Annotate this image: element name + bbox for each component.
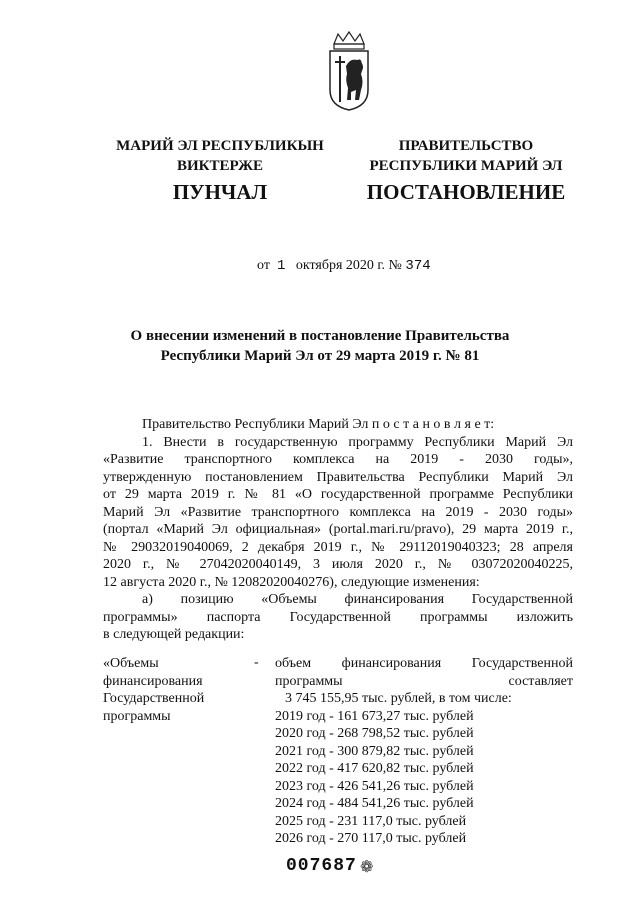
doc-title-line2: Республики Марий Эл от 29 марта 2019 г. № 81 xyxy=(160,348,480,364)
doc-type-mari: ПУНЧАЛ xyxy=(172,180,268,204)
position-label-line: «Объемы xyxy=(103,656,159,671)
body-line: «Развитие транспортного комплекса на 2019 - 2030 годы», xyxy=(103,452,573,467)
body-line: а) позицию «Объемы финансирования Государственной xyxy=(142,592,573,607)
body-line: Правительство Республики Марий Эл п о с т а н о в л я е т: xyxy=(142,417,495,432)
body-line: в следующей редакции: xyxy=(103,627,245,642)
position-value-line: 2025 год - 231 117,0 тыс. рублей xyxy=(275,813,467,829)
body-line: Марий Эл «Развитие транспортного комплекса на 2019 - 2030 годы» xyxy=(103,504,573,520)
position-value-line: 2026 год - 270 117,0 тыс. рублей xyxy=(275,831,467,846)
body-line: 1. Внести в государственную программу Республики Марий Эл xyxy=(142,434,573,450)
position-value-line: 2022 год - 417 620,82 тыс. рублей xyxy=(275,761,474,776)
header-left-line1: МАРИЙ ЭЛ РЕСПУБЛИКЫН xyxy=(116,138,324,154)
position-value-line: 2021 год - 300 879,82 тыс. рублей xyxy=(275,743,474,759)
date-line xyxy=(257,258,431,274)
position-value-line: 2024 год - 484 541,26 тыс. рублей xyxy=(275,796,474,811)
position-value-line: 2023 год - 426 541,26 тыс. рублей xyxy=(275,778,474,794)
doc-title-line1: О внесении изменений в постановление Правительства xyxy=(130,328,510,344)
gear-mark-icon: ❁ xyxy=(360,859,374,876)
header-right xyxy=(346,136,586,176)
position-label-line: Государственной xyxy=(103,691,205,706)
header-right-line2: РЕСПУБЛИКИ МАРИЙ ЭЛ xyxy=(369,158,563,174)
header-left xyxy=(100,136,340,176)
date-prefix: от xyxy=(257,258,270,273)
doc-number: 374 xyxy=(405,258,431,274)
position-value-line: 2019 год - 161 673,27 тыс. рублей xyxy=(275,708,474,724)
doc-title xyxy=(80,326,560,366)
body-line: № 29032019040069, 2 декабря 2019 г., № 29112019040323; 28 апреля xyxy=(103,539,573,555)
date-day: 1 xyxy=(276,258,286,274)
body-text xyxy=(103,416,573,644)
coat-of-arms-icon xyxy=(326,30,372,112)
position-value-line: программы составляет xyxy=(275,673,573,689)
position-value xyxy=(275,655,573,848)
body-line: программы» паспорта Государственной программы изложить xyxy=(103,609,573,625)
serial-stamp: 007687 xyxy=(286,856,357,876)
body-line: от 29 марта 2019 г. № 81 «О государственной программе Республики xyxy=(103,487,573,502)
position-label xyxy=(103,655,243,725)
body-line: 2020 г., № 27042020040149, 3 июля 2020 г., № 03072020040225, xyxy=(103,557,573,572)
position-label-line: программы xyxy=(103,708,171,724)
date-month-year: октября 2020 г. № xyxy=(295,258,402,273)
position-value-line: 3 745 155,95 тыс. рублей, в том числе: xyxy=(285,691,512,706)
header-left-line2: ВИКТЕРЖЕ xyxy=(176,158,264,174)
body-line: (портал «Марий Эл официальная» (portal.mari.ru/pravo), 29 марта 2019 г., xyxy=(103,522,573,537)
position-label-line: финансирования xyxy=(103,673,203,689)
body-line: утвержденную постановлением Правительства Республики Марий Эл xyxy=(103,469,573,485)
position-value-line: объем финансирования Государственной xyxy=(275,656,573,671)
header-right-line1: ПРАВИТЕЛЬСТВО xyxy=(398,138,534,154)
position-dash: - xyxy=(254,655,259,670)
position-value-line: 2020 год - 268 798,52 тыс. рублей xyxy=(275,726,474,741)
doc-type-russian: ПОСТАНОВЛЕНИЕ xyxy=(366,180,566,204)
body-line: 12 августа 2020 г., № 12082020040276), следующие изменения: xyxy=(103,574,480,590)
